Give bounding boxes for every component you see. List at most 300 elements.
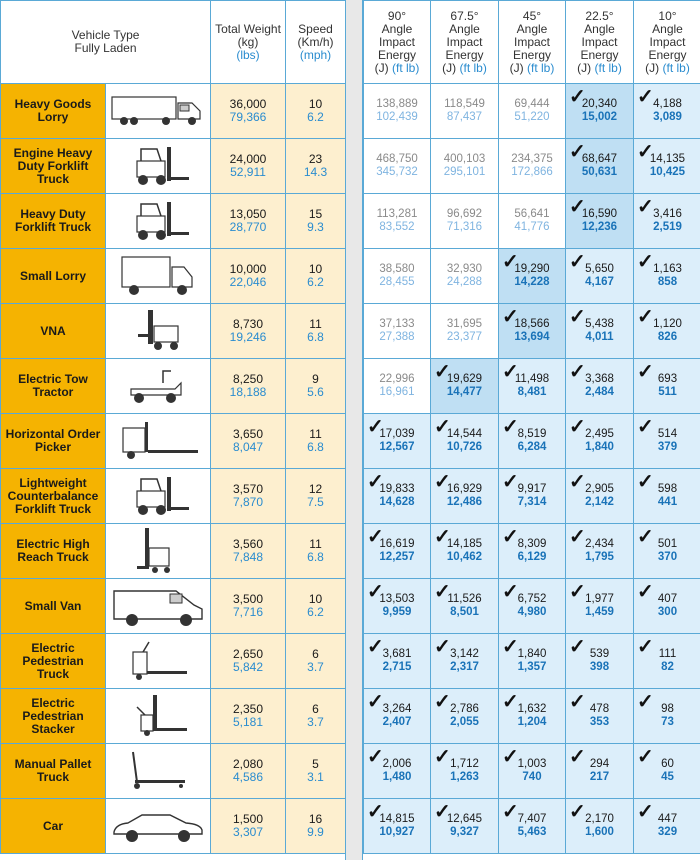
weight-lbs: 52,911 [230,165,266,179]
check-mark-icon: ✓ [502,581,519,603]
impact-ftlb: 41,776 [514,221,550,233]
vehicle-image-cell [106,634,211,689]
speed-unit-kmh: (Km/h) [297,34,334,49]
car-icon [106,806,210,846]
impact-joules: 11,526 [447,593,482,605]
impact-joules: 2,006 [382,758,412,770]
check-mark-icon: ✓ [637,801,654,823]
weight-lbs: 4,586 [233,770,264,784]
vehicle-image-cell [106,524,211,579]
impact-cell [431,634,499,689]
impact-ftlb: 2,317 [450,661,479,673]
check-mark-icon: ✓ [569,141,586,163]
impact-ftlb: 172,866 [511,166,553,178]
impact-row [364,634,700,689]
impact-col-header [364,1,431,84]
impact-joules: 12,645 [446,813,483,825]
impact-cell [499,414,566,469]
impact-joules: 2,905 [585,483,614,495]
impact-joules: 60 [661,758,674,770]
impact-ftlb: 87,437 [446,111,483,123]
speed-cell [286,744,346,799]
vehicle-name-text: Heavy Goods Lorry [14,97,92,124]
impact-joules: 294 [589,758,610,770]
impact-ftlb: 4,011 [585,331,614,343]
speed-kmh: 15 [308,207,323,221]
vehicle-row [1,744,346,799]
impact-joules: 56,641 [514,208,550,220]
impact-header-l2: Impact [513,34,550,49]
impact-ftlb: 2,519 [653,221,682,233]
impact-cell [364,469,431,524]
impact-cell [431,579,499,634]
check-mark-icon: ✓ [637,196,654,218]
impact-joules: 19,833 [379,483,415,495]
impact-cell [566,304,634,359]
weight-cell [211,139,286,194]
impact-cell [634,139,700,194]
impact-cell [499,304,566,359]
speed-kmh: 10 [308,262,323,276]
impact-header-l1: Angle [516,21,548,36]
vehicle-name-text: Lightweight Counterbalance Forklift Truck [7,475,99,516]
speed-mph: 14.3 [303,165,328,179]
impact-joules: 9,917 [517,483,547,495]
impact-cell [634,634,700,689]
speed-kmh: 10 [308,97,323,111]
impact-joules: 7,407 [517,813,547,825]
impact-header-l1: Angle [584,21,615,36]
impact-cell [499,84,566,139]
impact-cell [566,194,634,249]
weight-lbs: 22,046 [229,275,267,289]
impact-ftlb: 379 [657,441,678,453]
weight-unit-lbs: (lbs) [236,47,260,62]
weight-kg: 36,000 [229,97,267,111]
impact-ftlb: 1,204 [517,716,547,728]
check-mark-icon: ✓ [637,361,654,383]
check-mark-icon: ✓ [569,581,586,603]
impact-joules: 514 [657,428,678,440]
impact-cell [431,414,499,469]
weight-kg: 2,350 [233,702,264,716]
vehicle-name [1,524,106,579]
impact-ftlb: 10,927 [379,826,415,838]
impact-cell [499,249,566,304]
check-mark-icon: ✓ [637,141,654,163]
check-mark-icon: ✓ [502,526,519,548]
impact-joules: 138,889 [376,98,418,110]
impact-col-header [431,1,499,84]
column-divider [346,0,362,860]
impact-joules: 11,498 [514,373,550,385]
impact-cell [364,634,431,689]
impact-ftlb: 511 [658,386,677,398]
impact-cell [431,359,499,414]
impact-cell [566,579,634,634]
impact-header-l1: Angle [652,21,683,36]
impact-joules: 14,815 [379,813,415,825]
speed-unit-mph: (mph) [299,47,332,62]
vehicle-name-text: Small Van [24,598,82,613]
impact-joules: 19,629 [446,373,483,385]
weight-cell [211,194,286,249]
weight-cell [211,799,286,854]
vehicle-image-cell [106,139,211,194]
check-mark-icon: ✓ [637,416,654,438]
impact-joules: 16,590 [581,208,618,220]
speed-kmh: 16 [308,812,323,826]
check-mark-icon: ✓ [502,636,519,658]
impact-ftlb: 7,314 [517,496,547,508]
impact-header-angle: 22.5° [585,8,614,23]
impact-cell [566,414,634,469]
weight-cell [211,689,286,744]
check-mark-icon: ✓ [569,251,586,273]
impact-row [364,469,700,524]
impact-cell [431,799,499,854]
speed-mph: 6.2 [307,605,324,619]
impact-joules: 3,368 [585,373,614,385]
vehicle-name [1,689,106,744]
impact-joules: 13,503 [379,593,415,605]
impact-ftlb: 1,795 [585,551,614,563]
impact-joules: 1,712 [450,758,479,770]
impact-joules: 37,133 [379,318,415,330]
check-mark-icon: ✓ [502,746,519,768]
vehicle-type-sublabel: Fully Laden [74,41,137,55]
impact-joules: 478 [589,703,610,715]
impact-cell [431,194,499,249]
check-mark-icon: ✓ [367,581,384,603]
vehicle-name [1,359,106,414]
pallet-truck-icon [106,638,210,684]
impact-ftlb: 14,228 [514,276,550,288]
impact-joules: 20,340 [581,98,618,110]
check-mark-icon: ✓ [502,306,519,328]
impact-joules: 407 [657,593,678,605]
impact-cell [499,524,566,579]
impact-row [364,524,700,579]
impact-joules: 32,930 [446,263,483,275]
vehicle-type-header [1,1,211,84]
impact-cell [364,799,431,854]
impact-ftlb: 23,377 [446,331,483,343]
impact-cell [431,524,499,579]
vehicle-row [1,194,346,249]
vehicle-name-text: Electric Tow Tractor [18,372,88,399]
impact-ftlb: 10,726 [446,441,483,453]
vehicle-spec-table [0,0,346,854]
check-mark-icon: ✓ [637,86,654,108]
weight-header [211,1,286,84]
impact-joules: 1,003 [517,758,547,770]
impact-cell [499,139,566,194]
impact-cell [634,84,700,139]
impact-cell [634,249,700,304]
vehicle-name [1,579,106,634]
impact-ftlb: 9,959 [382,606,412,618]
impact-joules: 69,444 [514,98,550,110]
impact-unit-j: (J) [645,60,660,75]
vehicle-image-cell [106,359,211,414]
impact-cell [566,139,634,194]
check-mark-icon: ✓ [637,471,654,493]
impact-ftlb: 10,425 [649,166,686,178]
impact-joules: 118,549 [444,98,485,110]
impact-cell [566,524,634,579]
speed-cell [286,579,346,634]
vehicle-image-cell [106,84,211,139]
check-mark-icon: ✓ [434,581,451,603]
impact-joules: 8,309 [517,538,547,550]
check-mark-icon: ✓ [569,691,586,713]
check-mark-icon: ✓ [637,526,654,548]
impact-cell [566,744,634,799]
vehicle-image-cell [106,304,211,359]
impact-row [364,414,700,469]
vehicle-name-text: Electric High Reach Truck [16,537,90,564]
speed-kmh: 10 [308,592,323,606]
impact-cell [499,194,566,249]
impact-unit-j: (J) [374,60,389,75]
impact-joules: 3,416 [653,208,682,220]
impact-joules: 68,647 [581,153,618,165]
weight-cell [211,359,286,414]
impact-ftlb: 8,501 [450,606,479,618]
speed-cell [286,194,346,249]
weight-kg: 8,730 [233,317,264,331]
vehicle-name-text: Car [42,818,63,833]
speed-title: Speed [298,21,333,36]
impact-ftlb: 398 [589,661,610,673]
impact-ftlb: 345,732 [376,166,418,178]
weight-lbs: 79,366 [229,110,267,124]
weight-lbs: 7,848 [233,550,264,564]
weight-kg: 1,500 [233,812,264,826]
impact-header-units [364,62,430,75]
impact-ftlb: 83,552 [379,221,415,233]
impact-header-angle: 45° [522,8,542,23]
check-mark-icon: ✓ [367,691,384,713]
vehicle-name-text: Manual Pallet Truck [14,757,92,784]
impact-cell [634,524,700,579]
vehicle-row [1,579,346,634]
check-mark-icon: ✓ [502,471,519,493]
impact-ftlb: 102,439 [376,111,418,123]
vehicle-row [1,524,346,579]
impact-joules: 1,163 [653,263,682,275]
impact-ftlb: 3,089 [653,111,682,123]
manual-pallet-icon [106,748,210,794]
impact-joules: 3,681 [382,648,412,660]
impact-cell [431,469,499,524]
impact-header-row [364,1,700,84]
check-mark-icon: ✓ [637,581,654,603]
speed-mph: 3.7 [307,715,324,729]
impact-ftlb: 1,480 [382,771,412,783]
impact-unit-j: (J) [509,60,524,75]
vehicle-image-cell [106,799,211,854]
impact-ftlb: 1,357 [517,661,547,673]
vehicle-image-cell [106,689,211,744]
speed-cell [286,799,346,854]
vehicle-name [1,744,106,799]
impact-row [364,194,700,249]
weight-cell [211,634,286,689]
impact-unit-ftlb: (ft lb) [459,60,487,75]
speed-kmh: 11 [309,427,322,441]
impact-cell [566,634,634,689]
speed-cell [286,469,346,524]
vehicle-name-text: Electric Pedestrian Stacker [22,695,84,736]
impact-ftlb: 441 [657,496,678,508]
check-mark-icon: ✓ [637,306,654,328]
impact-ftlb: 28,455 [379,276,415,288]
speed-kmh: 6 [312,647,319,661]
weight-lbs: 18,188 [229,385,267,399]
impact-cell [499,634,566,689]
vehicle-name-text: Electric Pedestrian Truck [22,640,84,681]
weight-kg: 13,050 [229,207,267,221]
impact-ftlb: 2,484 [585,386,614,398]
speed-mph: 6.8 [307,330,324,344]
vehicle-name [1,634,106,689]
weight-lbs: 8,047 [233,440,264,454]
check-mark-icon: ✓ [569,636,586,658]
check-mark-icon: ✓ [434,471,451,493]
check-mark-icon: ✓ [367,801,384,823]
check-mark-icon: ✓ [569,416,586,438]
check-mark-icon: ✓ [569,361,586,383]
impact-joules: 98 [661,703,674,715]
impact-ftlb: 353 [589,716,610,728]
impact-joules: 400,103 [443,153,486,165]
impact-joules: 1,977 [585,593,614,605]
check-mark-icon: ✓ [569,746,586,768]
impact-joules: 17,039 [379,428,415,440]
weight-kg: 3,650 [233,427,264,441]
impact-ftlb: 740 [522,771,542,783]
impact-ftlb: 2,407 [382,716,412,728]
impact-joules: 1,632 [517,703,547,715]
check-mark-icon: ✓ [569,196,586,218]
impact-ftlb: 2,715 [382,661,412,673]
speed-kmh: 11 [309,537,322,551]
vehicle-row [1,469,346,524]
vehicle-name [1,414,106,469]
weight-title: Total Weight [215,21,281,36]
impact-ftlb: 10,462 [446,551,483,563]
impact-ftlb: 1,600 [585,826,614,838]
impact-header-l3: Energy [377,47,417,62]
check-mark-icon: ✓ [637,746,654,768]
impact-ftlb: 73 [661,716,674,728]
check-mark-icon: ✓ [637,636,654,658]
impact-header-angle: 90° [387,8,407,23]
impact-header-units [566,62,633,75]
vehicle-name [1,469,106,524]
vehicle-name [1,249,106,304]
impact-cell [364,304,431,359]
speed-kmh: 12 [308,482,323,496]
speed-kmh: 5 [312,757,319,771]
vehicle-row [1,414,346,469]
lorry-icon [106,94,210,128]
impact-joules: 14,135 [649,153,686,165]
speed-kmh: 23 [308,152,323,166]
vehicle-name [1,304,106,359]
impact-unit-j: (J) [442,60,457,75]
weight-cell [211,249,286,304]
check-mark-icon: ✓ [502,361,519,383]
check-mark-icon: ✓ [569,801,586,823]
impact-joules: 5,650 [585,263,614,275]
vehicle-name-text: Engine Heavy Duty Forklift Truck [13,145,93,186]
weight-lbs: 7,716 [233,605,264,619]
impact-unit-ftlb: (ft lb) [594,60,622,75]
impact-header-angle: 67.5° [450,8,479,23]
vehicle-name-text: VNA [40,323,66,338]
impact-header-units [431,62,498,75]
check-mark-icon: ✓ [569,471,586,493]
impact-cell [364,414,431,469]
spec-header-row [1,1,346,84]
vehicle-image-cell [106,249,211,304]
reach-truck-icon [106,526,210,576]
check-mark-icon: ✓ [569,86,586,108]
speed-mph: 3.7 [307,660,324,674]
speed-mph: 3.1 [307,770,324,784]
impact-header-l3: Energy [648,47,687,62]
speed-mph: 6.8 [307,550,324,564]
impact-ftlb: 14,628 [379,496,415,508]
impact-cell [499,469,566,524]
impact-ftlb: 6,284 [517,441,547,453]
weight-cell [211,84,286,139]
speed-header [286,1,346,84]
impact-cell [566,799,634,854]
impact-cell [499,799,566,854]
speed-kmh: 6 [312,702,319,716]
speed-cell [286,304,346,359]
impact-unit-j: (J) [577,60,592,75]
speed-cell [286,249,346,304]
impact-cell [634,689,700,744]
weight-cell [211,744,286,799]
impact-ftlb: 2,142 [585,496,614,508]
vehicle-type-label: Vehicle Type [71,28,140,42]
vehicle-row [1,634,346,689]
tow-tractor-icon [106,363,210,409]
vehicle-row [1,359,346,414]
speed-kmh: 11 [309,317,322,331]
weight-kg: 3,560 [233,537,264,551]
impact-header-l1: Angle [381,21,413,36]
speed-cell [286,84,346,139]
impact-col-header [634,1,700,84]
speed-mph: 9.3 [307,220,324,234]
impact-joules: 8,519 [517,428,547,440]
impact-joules: 2,170 [585,813,614,825]
impact-joules: 447 [657,813,678,825]
impact-cell [566,84,634,139]
impact-joules: 96,692 [446,208,483,220]
impact-cell [431,744,499,799]
impact-cell [431,84,499,139]
impact-row [364,84,700,139]
impact-ftlb: 6,129 [517,551,547,563]
